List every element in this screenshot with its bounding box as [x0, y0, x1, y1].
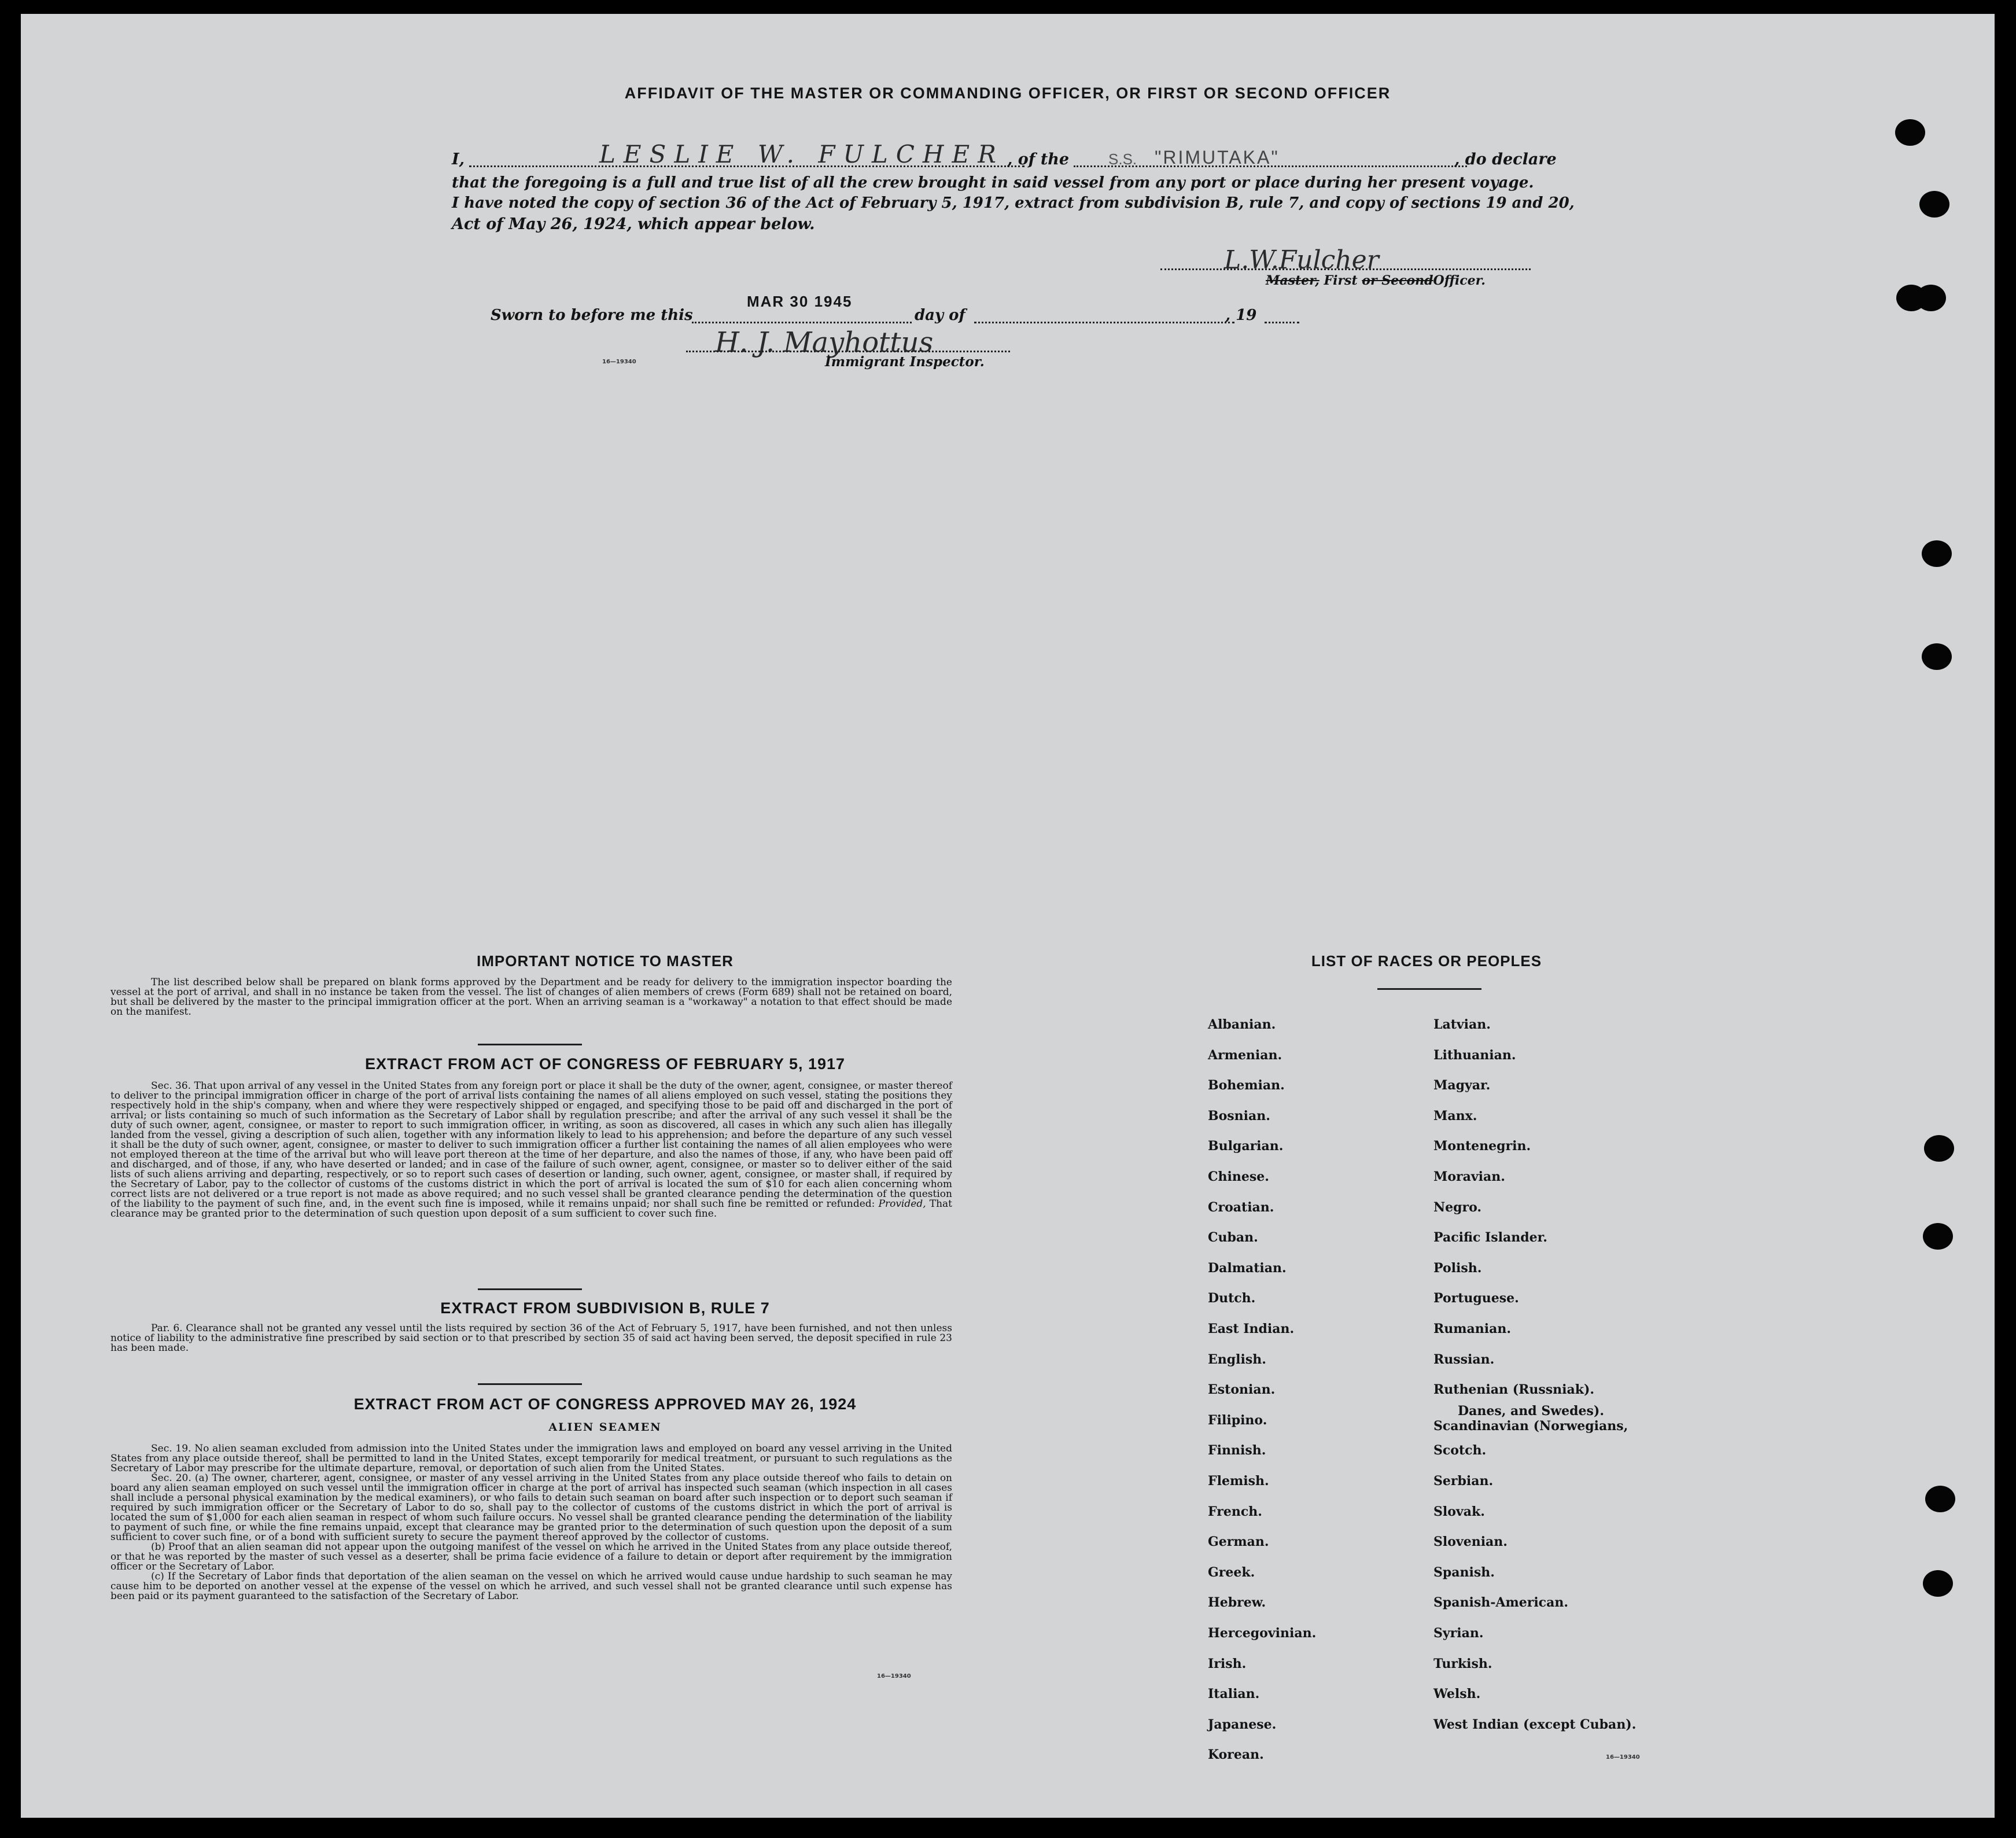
race-item: German. — [1208, 1534, 1269, 1550]
alien-seamen-subtitle: ALIEN SEAMEN — [548, 1421, 662, 1434]
punch-hole — [1895, 119, 1925, 146]
divider-1 — [478, 1044, 582, 1045]
race-item: Spanish-American. — [1433, 1595, 1568, 1611]
officer-title — [1266, 273, 1486, 288]
i-label: I, — [452, 150, 465, 168]
race-item: Dutch. — [1208, 1291, 1256, 1306]
sec-36-text: That upon arrival of any vessel in the United States from any foreign port or place it shall be the duty of the owner, agent, consignee, or master thereof to deliver to the principal immigration officer in charge of the port of arrival lists containing the names of all aliens employed on such vessel, stating the positions they respectively hold in the ship's company, when and where they were respectively shipped or engaged, and specifying those to be paid off and discharged in the port of arrival; or lists containing so much of such information as the Secretary of Labor shall by regulation prescribe; and after the arrival of any such vessel it shall be the duty of such owner, agent, consignee, or master to report to such immigration officer, in writing, as soon as discovered, all cases in which any such alien has illegally landed from the vessel, giving a description of such alien, together with any information likely to lead to his apprehension; and before the departure of any such vessel it shall be the duty of such owner, agent, consignee, or master to deliver to such immigration officer a further list containing the names of all alien employees who were not employed thereon at the time of the arrival but who will leave port thereon at the time of her departure, and also the names of those, if any, who have been paid off and discharged, and of those, if any, who have deserted or landed; and in case of the failure of such owner, agent, consignee, or master so to deliver either of the said lists of such aliens arriving and departing, respectively, or so to report such cases of desertion or landing, such owner, agent, consignee, or master shall, if required by the Secretary of Labor, pay to the collector of customs of the customs district in which the port of arrival is located the sum of $10 for each alien concerning whom correct lists are not delivered or a true report is not made as above required; and no such vessel shall be granted clearance pending the determination of the question of the liability to the payment of such fine, and, in the event such fine is imposed, while it remains unpaid; nor shall such fine be remitted or refunded: — [110, 1080, 952, 1210]
race-item: Cuban. — [1208, 1230, 1258, 1246]
race-item: Finnish. — [1208, 1443, 1266, 1458]
affidavit-line-3: I have noted the copy of section 36 of the Act of February 5, 1917, extract from subdivision B, rule 7, and copy of sections 19 and 20, — [452, 194, 1575, 212]
race-item: Syrian. — [1433, 1626, 1484, 1641]
rule-7-body — [110, 1324, 952, 1353]
inspector-signature-line — [686, 351, 1010, 352]
do-declare-label: , do declare — [1454, 150, 1557, 168]
races-form-number: 16—19340 — [1606, 1754, 1640, 1760]
affidavit-form-number: 16—19340 — [602, 359, 636, 365]
race-item: Chinese. — [1208, 1169, 1269, 1184]
race-item: Ruthenian (Russniak). — [1433, 1382, 1595, 1398]
title-master: Master, — [1266, 273, 1320, 288]
race-item: Hebrew. — [1208, 1595, 1266, 1611]
extract-form-number: 16—19340 — [877, 1673, 911, 1679]
race-item: Estonian. — [1208, 1382, 1276, 1398]
race-item: Bulgarian. — [1208, 1139, 1284, 1154]
race-item: Korean. — [1208, 1747, 1264, 1763]
races-divider — [1377, 988, 1481, 990]
extract-1924-title: EXTRACT FROM ACT OF CONGRESS APPROVED MAY 26, 1924 — [353, 1395, 857, 1413]
master-signature-line — [1160, 268, 1531, 270]
race-item: Russian. — [1433, 1351, 1495, 1367]
race-item: Slovenian. — [1433, 1534, 1508, 1550]
rule-7-paragraph: Par. 6. Clearance shall not be granted any vessel until the lists required by section 36 of the Act of February 5, 1917, have been furnished, and not then unless notice of liability to the administrative fine prescribed by said section or to that prescribed by section 35 of said act having been served, the deposit specified in rule 23 has been made. — [110, 1323, 952, 1354]
race-item: Albanian. — [1208, 1017, 1276, 1032]
extract-1924-body — [110, 1444, 952, 1601]
race-item: Pacific Islander. — [1433, 1230, 1547, 1246]
race-item: Latvian. — [1433, 1017, 1491, 1032]
master-signature: L.W.Fulcher — [1224, 245, 1379, 275]
sec-19-text: No alien seaman excluded from admission into the United States under the immigration laws and employed on board any vessel arriving in the United States from any place outside thereof, shall be permitted to land in the United States, except temporarily for medical treatment, or pursuant to such regulations as the Secretary of Labor may prescribe for the ultimate departure, removal, or deportation of such alien from the United States. — [110, 1443, 952, 1474]
sec-20-label: Sec. 20. — [151, 1472, 191, 1484]
races-title: LIST OF RACES OR PEOPLES — [1311, 952, 1542, 970]
punch-hole — [1924, 1135, 1954, 1162]
race-item: West Indian (except Cuban). — [1433, 1717, 1637, 1732]
year-label: , 19 — [1225, 307, 1257, 324]
race-item: Negro. — [1433, 1199, 1482, 1215]
race-item: East Indian. — [1208, 1321, 1295, 1336]
extract-1917-title: EXTRACT FROM ACT OF CONGRESS OF FEBRUARY 5, 1917 — [364, 1055, 846, 1073]
race-item: Montenegrin. — [1433, 1139, 1531, 1154]
punch-hole — [1923, 1223, 1953, 1250]
race-item: Spanish. — [1433, 1564, 1495, 1580]
divider-3 — [478, 1383, 582, 1385]
sec-20b-text: (b) Proof that an alien seaman did not appear upon the outgoing manifest of the vessel on which he arrived in the United States from any place outside thereof, or that he was reported by the master of such vessel as a deserter, shall be prima facie evidence of a failure to detain or deport after requirement by the immigration officer or the Secretary of Labor. — [110, 1541, 952, 1572]
title-or-second: or Second — [1362, 273, 1433, 288]
race-item: Serbian. — [1433, 1474, 1494, 1489]
race-item: Portuguese. — [1433, 1291, 1519, 1306]
race-item: Dalmatian. — [1208, 1260, 1287, 1276]
divider-2 — [478, 1288, 582, 1290]
race-item: Slovak. — [1433, 1504, 1485, 1519]
punch-hole — [1922, 643, 1952, 670]
race-item: Rumanian. — [1433, 1321, 1512, 1336]
sworn-label: Sworn to before me this — [491, 307, 693, 324]
sworn-date-stamp: MAR 30 1945 — [747, 293, 853, 310]
inspector-title: Immigrant Inspector. — [825, 354, 985, 370]
rule-7-title: EXTRACT FROM SUBDIVISION B, RULE 7 — [440, 1299, 770, 1317]
sec-20c-text: (c) If the Secretary of Labor finds that deportation of the alien seaman on the vessel on which he arrived would cause undue hardship to such seaman he may cause him to be deported on another vessel at the expense of the vessel on which he arrived, and such vessel shall not be granted clearance until such expense has been paid or its payment guaranteed to the satisfaction of the Secretary of Labor. — [110, 1571, 952, 1602]
month-field — [974, 322, 1234, 323]
extract-1917-body — [110, 1081, 952, 1219]
notice-paragraph: The list described below shall be prepared on blank forms approved by the Department and be ready for delivery to the immigration inspector boarding the vessel at the port of arrival, and shall in no instance be taken from the vessel. The list of changes of alien members of crews (Form 689) shall not be retained on board, but shall be delivered by the master to the principal immigration officer at the port. When an arriving seaman is a "workaway" a notation to that effect should be made on the manifest. — [110, 977, 952, 1018]
race-item: Polish. — [1433, 1260, 1482, 1276]
race-item: Greek. — [1208, 1564, 1255, 1580]
punch-hole — [1916, 285, 1946, 311]
race-item: Croatian. — [1208, 1199, 1274, 1215]
affidavit-title: AFFIDAVIT OF THE MASTER OR COMMANDING OFFICER, OR FIRST OR SECOND OFFICER — [624, 84, 1391, 102]
race-item: Hercegovinian. — [1208, 1626, 1317, 1641]
race-item: Scotch. — [1433, 1443, 1487, 1458]
sec-20a-text: (a) The owner, charterer, agent, consignee, or master of any vessel arriving in the United States from any place outside thereof who fails to detain on board any alien seaman employed on such vessel until the immigration officer in charge at the port of arrival has inspected such seaman (which inspection in all cases shall include a personal physical examination by the medical examiners), or who fails to detain such seaman on board after such inspection or to deport such seaman if required by such immigration officer or the Secretary of Labor to do so, shall pay to the collector of customs of the customs district in which the port of arrival is located the sum of $1,000 for each alien seaman in respect of whom such failure occurs. No vessel shall be granted clearance pending the determination of the liability to payment of such fine, or while the fine remains unpaid, except that clearance may be granted prior to the determination of such question upon the deposit of a sum sufficient to cover such fine, or of a bond with sufficient surety to secure the payment thereof approved by the collector of customs. — [110, 1472, 952, 1543]
race-item: Scandinavian (Norwegians, — [1433, 1418, 1628, 1434]
sec-36-text-end: That clearance may be granted prior to the determination of such question upon deposit of a sum sufficient to cover such fine. — [110, 1198, 953, 1220]
inspector-signature: H. J. Mayhottus — [715, 326, 934, 359]
provided-label: Provided, — [878, 1198, 926, 1210]
race-item: Italian. — [1208, 1686, 1260, 1702]
day-of-label: day of — [915, 307, 965, 324]
race-item: Bosnian. — [1208, 1108, 1270, 1124]
sec-36-label: Sec. 36. — [151, 1080, 191, 1092]
title-officer: Officer. — [1433, 273, 1486, 288]
punch-hole — [1919, 191, 1949, 218]
race-item: Bohemian. — [1208, 1078, 1285, 1093]
race-item: Magyar. — [1433, 1078, 1491, 1093]
year-field — [1265, 322, 1299, 323]
race-item: Danes, and Swedes). — [1458, 1403, 1604, 1419]
punch-hole — [1923, 1570, 1953, 1597]
notice-title: IMPORTANT NOTICE TO MASTER — [477, 952, 734, 970]
race-item: Armenian. — [1208, 1047, 1282, 1063]
race-item: Moravian. — [1433, 1169, 1505, 1184]
vessel-prefix: S.S. — [1108, 150, 1137, 168]
notice-body — [110, 978, 952, 1017]
race-item: English. — [1208, 1351, 1266, 1367]
race-item: Manx. — [1433, 1108, 1477, 1124]
race-item: Welsh. — [1433, 1686, 1481, 1702]
sworn-date-field — [692, 322, 912, 323]
race-item: Filipino. — [1208, 1412, 1267, 1428]
race-item: Flemish. — [1208, 1474, 1269, 1489]
punch-hole — [1925, 1486, 1955, 1512]
affidavit-line-4: Act of May 26, 1924, which appear below. — [452, 215, 815, 233]
master-name-handwritten: LESLIE W. FULCHER — [599, 140, 1004, 168]
vessel-name: "RIMUTAKA" — [1155, 147, 1280, 168]
document-page — [21, 14, 1995, 1818]
race-item: Turkish. — [1433, 1656, 1492, 1671]
race-item: French. — [1208, 1504, 1262, 1519]
of-the-label: , of the — [1007, 150, 1070, 168]
affidavit-line-2: that the foregoing is a full and true list of all the crew brought in said vessel from any port or place during her present voyage. — [452, 174, 1534, 191]
punch-hole — [1922, 540, 1952, 567]
race-item: Japanese. — [1208, 1717, 1277, 1732]
title-first: First — [1324, 273, 1358, 288]
race-item: Irish. — [1208, 1656, 1247, 1671]
race-item: Lithuanian. — [1433, 1047, 1516, 1063]
sec-19-label: Sec. 19. — [151, 1443, 191, 1454]
